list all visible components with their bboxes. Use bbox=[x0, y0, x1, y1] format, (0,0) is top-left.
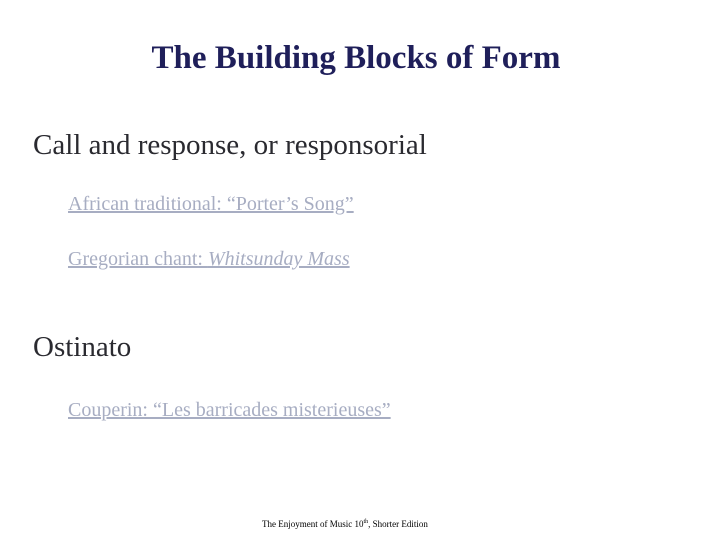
footer-credit-main: The Enjoyment of Music 10 bbox=[262, 519, 364, 529]
link-porters-song[interactable]: African traditional: “Porter’s Song” bbox=[68, 193, 354, 215]
bullet-ostinato: Ostinato bbox=[33, 331, 132, 363]
bullet-call-and-response: Call and response, or responsorial bbox=[33, 129, 427, 161]
link-whitsunday-mass-prefix: Gregorian chant: bbox=[68, 248, 208, 270]
link-whitsunday-mass[interactable] bbox=[68, 247, 350, 271]
slide-title: The Building Blocks of Form bbox=[151, 40, 561, 76]
footer-credit-sup: th bbox=[363, 519, 369, 525]
footer-credit-rest: , Shorter Edition bbox=[368, 519, 428, 529]
footer-credit bbox=[262, 518, 428, 530]
link-whitsunday-mass-title: Whitsunday Mass bbox=[207, 248, 350, 270]
link-les-barricades[interactable]: Couperin: “Les barricades misterieuses” bbox=[68, 399, 391, 421]
